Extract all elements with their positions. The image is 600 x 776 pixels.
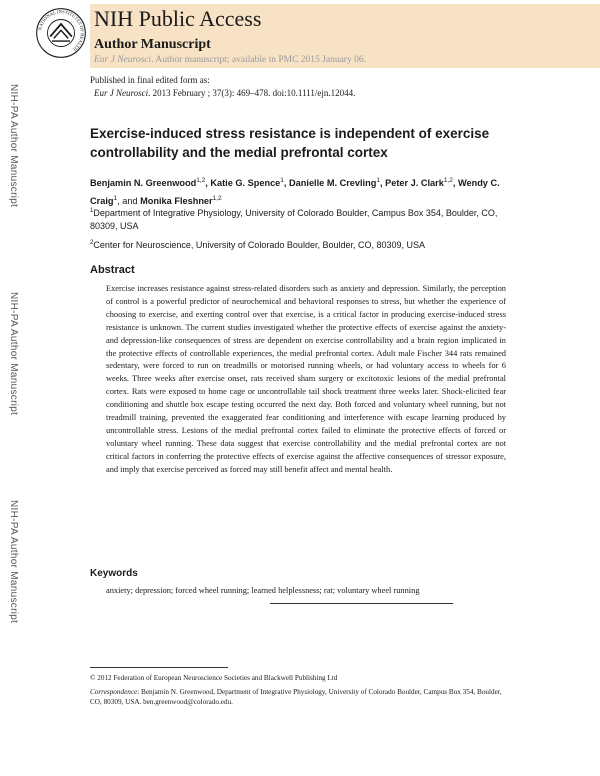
affiliation-sup: 1 xyxy=(90,208,94,214)
author-sup: 1 xyxy=(280,177,284,184)
author-sep: , xyxy=(452,178,458,189)
logo-ring-text: NATIONAL INSTITUTES OF HEALTH xyxy=(38,10,84,52)
availability-text: . Author manuscript; available in PMC 2015 January 06. xyxy=(151,55,366,65)
author-name: Wendy C. Craig xyxy=(90,178,500,207)
publication-journal: Eur J Neurosci xyxy=(94,88,149,98)
side-label-2: NIH-PA Author Manuscript xyxy=(8,292,19,416)
abstract-body: Exercise increases resistance against stress-related disorders such as anxiety and depression. Similarly, the perception of control is a powerful predictor of neurochemical and behavioral responses to stress, but whether the experience of choosing to exercise, and exerting control over that exercise, is a critical factor in producing exercise-induced stress resistance is unknown. The current studies investigated whether the protective effects of exercise against the anxiety- and depression-like consequences of stress are dependent on exercise controllability and a brain region implicated in the protective effects of controllable experiences, the medial prefrontal cortex. Adult male Fischer 344 rats remained sedentary, were forced to run on treadmills or motorised running wheels, or had voluntary access to wheels for 6 weeks. Three weeks after exercise onset, rats received sham surgery or excitotoxic lesions of the medial prefrontal cortex. Rats were exposed to home cage or uncontrollable tail shock treatment three weeks later. Shock-elicited fear conditioning and shuttle box escape testing occurred the next day. Both forced and voluntary wheel running, but not treadmill training, prevented the exaggerated fear conditioning and interference with escape learning produced by uncontrollable stress. Lesions of the medial prefrontal cortex failed to eliminate the protective effects of forced or voluntary wheel running. These data suggest that exercise controllability and the medial prefrontal cortex are not critical factors in conferring the protective effects of exercise against the affective consequences of stressor exposure, and imply that exercise perceived as forced may still benefit affect and mental health. xyxy=(106,284,506,474)
publication-info xyxy=(90,74,355,100)
keywords-heading: Keywords xyxy=(90,568,138,579)
author-sup: 1,2 xyxy=(212,195,222,203)
article-title: Exercise-induced stress resistance is independent of exercise controllability and the medial prefrontal cortex xyxy=(90,126,490,160)
author-name: Katie G. Spence xyxy=(210,178,281,189)
author-sup: 1,2 xyxy=(443,177,453,184)
author-name: Monika Fleshner xyxy=(140,196,213,207)
correspondence-label: Correspondence xyxy=(90,688,138,696)
correspondence-text: : Benjamin N. Greenwood, Department of Integrative Physiology, University of Colorado Boulder, Campus Box 354, Boulder, CO, 80309, USA. ben.greenwood@colorado.edu. xyxy=(90,688,502,706)
author-manuscript-label: Author Manuscript xyxy=(94,37,211,52)
author-sup: 1,2 xyxy=(196,177,206,184)
author-sep: , xyxy=(379,178,386,189)
abstract-heading: Abstract xyxy=(90,264,135,276)
correspondence-note xyxy=(90,687,510,707)
keywords-divider xyxy=(270,603,453,604)
affiliation-text: Center for Neuroscience, University of Colorado Boulder, Boulder, CO, 80309, USA xyxy=(93,240,426,250)
author-sep: , xyxy=(283,178,290,189)
affiliation-text: Department of Integrative Physiology, University of Colorado Boulder, Campus Box 354, Boulder, CO, 80309, USA xyxy=(90,208,498,231)
copyright-notice: © 2012 Federation of European Neuroscience Societies and Blackwell Publishing Ltd xyxy=(90,674,338,682)
publication-citation-text: . 2013 February ; 37(3): 469–478. doi:10.1111/ejn.12044. xyxy=(148,88,356,98)
publication-citation xyxy=(90,87,355,100)
author-name: Benjamin N. Greenwood xyxy=(90,178,197,189)
availability-journal: Eur J Neurosci xyxy=(94,55,152,65)
nih-logo xyxy=(34,6,88,60)
author-name: Peter J. Clark xyxy=(385,178,444,189)
affiliation-sup: 2 xyxy=(90,240,94,246)
author-sep: , xyxy=(205,178,211,189)
nih-public-access-title: NIH Public Access xyxy=(94,6,262,31)
author-list xyxy=(90,173,510,209)
side-label-1: NIH-PA Author Manuscript xyxy=(8,84,19,208)
keywords-list: anxiety; depression; forced wheel running; learned helplessness; rat; voluntary wheel running xyxy=(106,586,420,595)
author-and: , and xyxy=(117,196,141,207)
availability-line xyxy=(94,55,366,65)
publication-label: Published in final edited form as: xyxy=(90,75,210,85)
author-sup: 1 xyxy=(113,195,118,203)
affiliation-1 xyxy=(90,205,510,233)
author-sup: 1 xyxy=(376,177,380,184)
side-label-3: NIH-PA Author Manuscript xyxy=(8,500,19,624)
affiliation-2 xyxy=(90,237,510,252)
author-name: Danielle M. Crevling xyxy=(289,178,377,189)
footnote-divider xyxy=(90,667,228,668)
